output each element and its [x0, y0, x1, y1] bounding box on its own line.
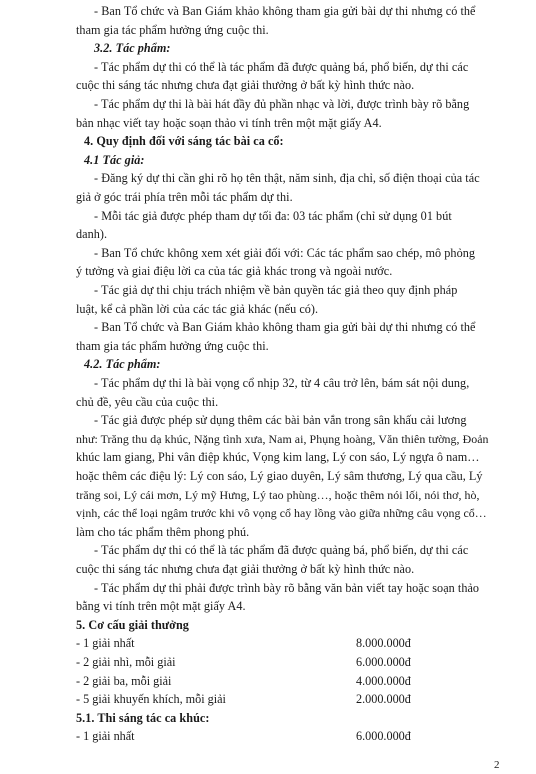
text-line: - Tác phẩm dự thi có thể là tác phẩm đã được quảng bá, phổ biến, dự thi các — [94, 543, 469, 558]
text-line: - Đăng ký dự thi cần ghi rõ họ tên thật, năm sinh, địa chỉ, số điện thoại của tác — [94, 171, 480, 186]
text-line: - Tác phẩm dự thi có thể là tác phẩm đã được quảng bá, phổ biến, dự thi các — [94, 59, 469, 74]
text-line: hoặc thêm các điệu lý: Lý con sáo, Lý giao duyên, Lý sâm thương, Lý qua cầu, Lý — [76, 469, 483, 483]
text-line: vịnh, các thể loại ngâm trước khi vô vọng cổ hay lồng vào giữa những câu vọng cổ… — [76, 506, 487, 521]
page-number: 2 — [494, 759, 500, 771]
text-line: - Ban Tổ chức và Ban Giám khảo không tham gia gửi bài dự thi nhưng có thể — [94, 4, 476, 18]
text-line: - Ban Tổ chức và Ban Giám khảo không tham gia gửi bài dự thi nhưng có thể — [94, 320, 476, 335]
section-heading: 5. Cơ cấu giải thưởng — [76, 617, 189, 632]
text-line: khúc lam giang, Phi vân điệp khúc, Vọng kim lang, Lý con sáo, Lý ngựa ô nam… — [76, 450, 480, 465]
text-line: bản nhạc viết tay hoặc soạn thảo vi tính trên một mặt giấy A4. — [76, 115, 382, 130]
prize-amount: 6.000.000đ — [356, 729, 411, 744]
text-line: - Tác giả được phép sử dụng thêm các bài bản vắn trong sân khấu cải lương — [94, 413, 467, 428]
text-line: bằng vi tính trên một mặt giấy A4. — [76, 599, 246, 614]
text-line: tham gia tác phẩm hưởng ứng cuộc thi. — [76, 22, 269, 37]
text-line: - Tác giả dự thi chịu trách nhiệm về bản quyền tác giả theo quy định pháp — [94, 283, 458, 297]
section-heading: 4.1 Tác giả: — [84, 152, 145, 167]
text-line: - Tác phẩm dự thi là bài hát đầy đủ phần nhạc và lời, được trình bày rõ bằng — [94, 97, 470, 111]
prize-label: - 1 giải nhất — [76, 636, 135, 651]
text-line: làm cho tác phẩm thêm phong phú. — [76, 524, 250, 539]
text-line: ý tưởng và giai điệu lời ca của tác giả khác trong và ngoài nước. — [76, 264, 393, 279]
text-line: luật, kể cả phần lời của các tác giả khác (nếu có). — [76, 301, 319, 316]
prize-amount: 2.000.000đ — [356, 692, 411, 707]
text-line: cuộc thi sáng tác nhưng chưa đạt giải thưởng ở bất kỳ hình thức nào. — [76, 562, 415, 576]
text-line: - Ban Tổ chức không xem xét giải đối với: Các tác phẩm sao chép, mô phỏng — [94, 245, 475, 260]
section-heading: 3.2. Tác phẩm: — [94, 41, 171, 56]
text-line: trăng soi, Lý cái mơn, Lý mỹ Hưng, Lý tao phùng…, hoặc thêm nói lối, nói thơ, hò, — [76, 487, 480, 502]
text-line: - Tác phẩm dự thi là bài vọng cổ nhịp 32, từ 4 câu trở lên, bám sát nội dung, — [94, 376, 470, 390]
text-line: tham gia tác phẩm hưởng ứng cuộc thi. — [76, 338, 269, 353]
section-heading: 4.2. Tác phẩm: — [84, 357, 161, 372]
prize-label: - 5 giải khuyến khích, mỗi giải — [76, 692, 226, 707]
text-line: - Mỗi tác giả được phép tham dự tối đa: 03 tác phẩm (chỉ sử dụng 01 bút — [94, 208, 452, 223]
text-line: danh). — [76, 227, 108, 242]
text-line: chủ đề, yêu cầu của cuộc thi. — [76, 394, 219, 409]
prize-label: - 2 giải nhì, mỗi giải — [76, 655, 176, 669]
text-line: cuộc thi sáng tác nhưng chưa đạt giải thưởng ở bất kỳ hình thức nào. — [76, 78, 415, 93]
text-line: - Tác phẩm dự thi phải được trình bày rõ bằng văn bản viết tay hoặc soạn thảo — [94, 580, 480, 595]
prize-amount: 8.000.000đ — [356, 636, 411, 651]
section-heading: 4. Quy định đối với sáng tác bài ca cổ: — [84, 134, 284, 149]
text-line: như: Trăng thu dạ khúc, Nặng tình xưa, Nam ai, Phụng hoàng, Văn thiên tường, Đoản — [76, 431, 489, 446]
prize-label: - 2 giải ba, mỗi giải — [76, 673, 172, 688]
prize-amount: 4.000.000đ — [356, 673, 411, 688]
prize-label: - 1 giải nhất — [76, 729, 135, 744]
text-line: giả ở góc trái phía trên mỗi tác phẩm dự thi. — [76, 190, 293, 204]
prize-amount: 6.000.000đ — [356, 655, 411, 669]
section-heading: 5.1. Thi sáng tác ca khúc: — [76, 710, 210, 725]
